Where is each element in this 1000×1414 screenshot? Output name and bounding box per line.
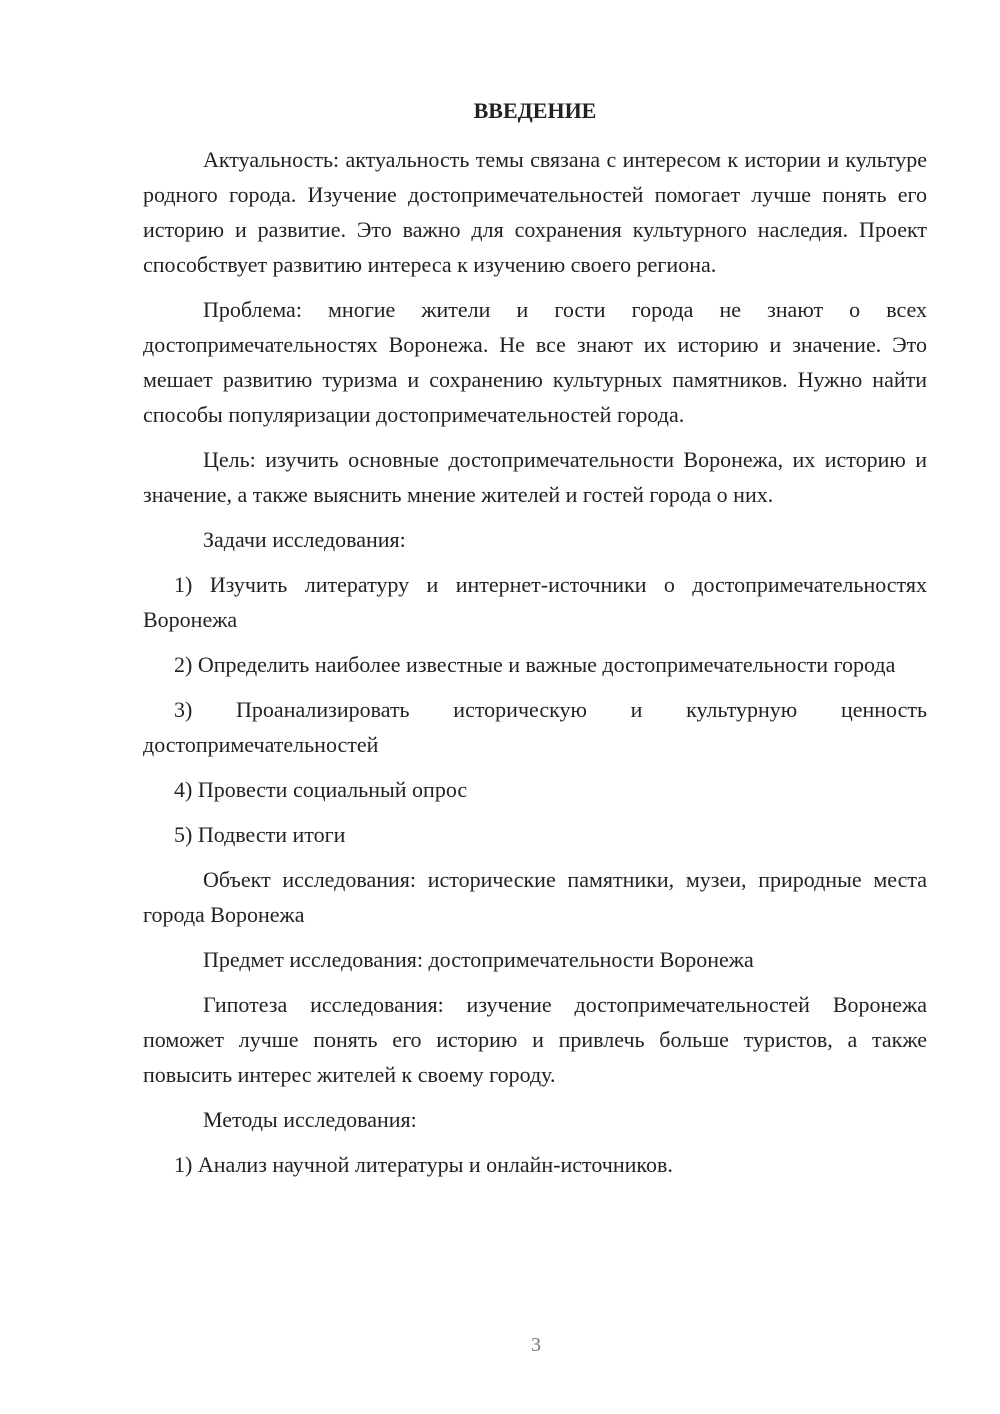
task-item-1: 1) Изучить литературу и интернет-источники о достопримечательностях Воронежа: [143, 572, 927, 632]
task-item-4: 4) Провести социальный опрос: [174, 777, 468, 802]
goal-paragraph: Цель: изучить основные достопримечательности Воронежа, их историю и значение, а также выяснить мнение жителей и гостей города о них.: [143, 447, 927, 507]
methods-heading: Методы исследования:: [203, 1107, 417, 1132]
subject-paragraph: Предмет исследования: достопримечательности Воронежа: [203, 947, 754, 972]
task-item-2: 2) Определить наиболее известные и важные достопримечательности города: [174, 652, 896, 677]
method-item-1: 1) Анализ научной литературы и онлайн-источников.: [174, 1152, 673, 1177]
tasks-heading: Задачи исследования:: [203, 527, 406, 552]
problem-paragraph: Проблема: многие жители и гости города не знают о всех достопримечательностях Воронежа. Не все знают их историю и значение. Это мешает развитию туризма и сохранению культурных памятников. Нужно найти способы популяризации достопримечательностей города.: [143, 297, 927, 427]
relevance-paragraph: Актуальность: актуальность темы связана с интересом к истории и культуре родного города. Изучение достопримечательностей помогает лучше понять его историю и развитие. Это важно для сохранения культурного наследия. Проект способствует развитию интереса к изучению своего региона.: [143, 147, 927, 277]
page-number: 3: [531, 1334, 541, 1356]
task-item-5: 5) Подвести итоги: [174, 822, 346, 847]
task-item-3: 3) Проанализировать историческую и культурную ценность достопримечательностей: [143, 697, 927, 757]
section-title: ВВЕДЕНИЕ: [473, 98, 597, 123]
document-page: [143, 96, 927, 1192]
hypothesis-paragraph: Гипотеза исследования: изучение достопримечательностей Воронежа поможет лучше понять его историю и привлечь больше туристов, а также повысить интерес жителей к своему городу.: [143, 992, 927, 1087]
object-paragraph: Объект исследования: исторические памятники, музеи, природные места города Воронежа: [143, 867, 927, 927]
